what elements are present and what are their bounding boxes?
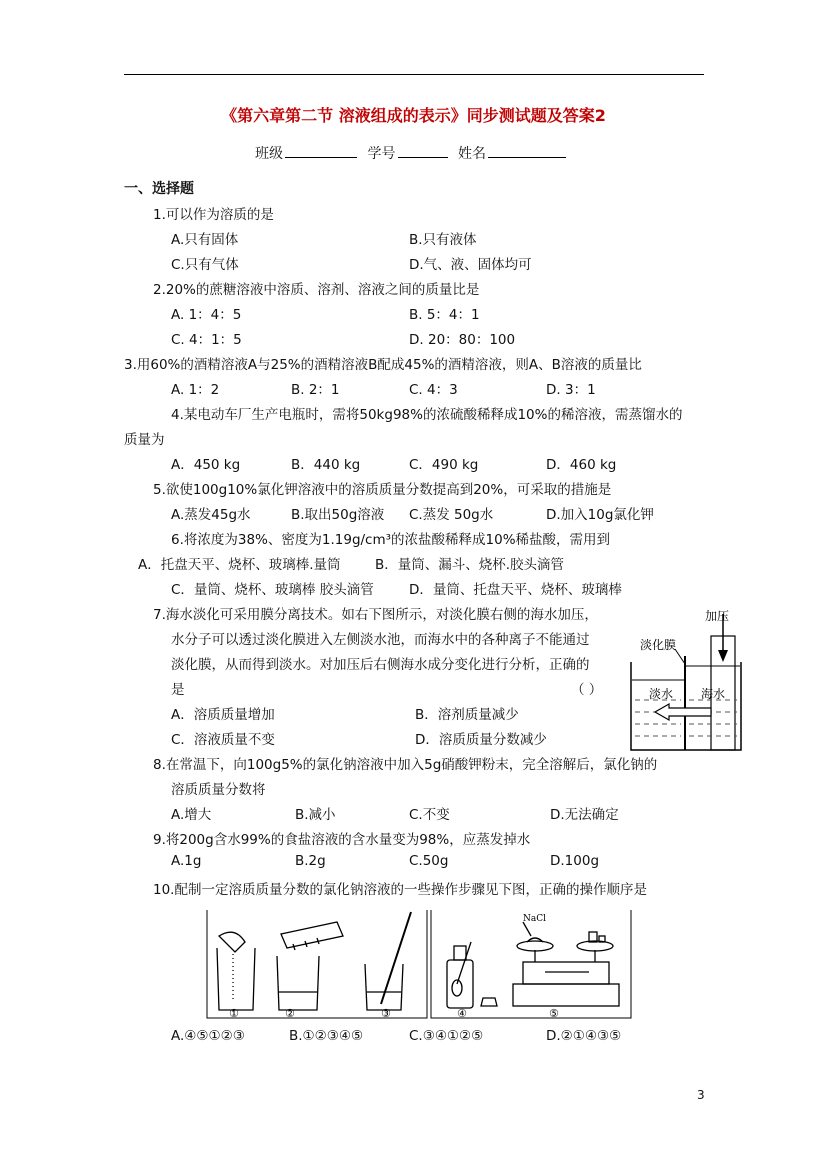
q7-option-d: D．溶质质量分数减少 — [415, 732, 547, 748]
q6-option-c: C．量筒、烧杯、玻璃棒 胶头滴管 — [171, 582, 374, 598]
question-10: 10.配制一定溶质质量分数的氯化钠溶液的一些操作步骤见下图，正确的操作顺序是 — [153, 882, 647, 898]
q6-option-b: B．量筒、漏斗、烧杯.胶头滴管 — [375, 557, 565, 573]
q7-option-b: B．溶剂质量减少 — [415, 707, 519, 723]
q4-option-a: A．450 kg — [171, 457, 241, 473]
q3-option-b: B. 2：1 — [291, 382, 340, 398]
q4-option-d: D．460 kg — [546, 457, 617, 473]
question-3: 3.用60%的酒精溶液A与25%的酒精溶液B配成45%的酒精溶液，则A、B溶液的质量比 — [124, 357, 642, 373]
label-nacl: NaCl — [523, 914, 547, 924]
q8-option-b: B.减小 — [295, 807, 336, 823]
q3-option-a: A. 1：2 — [171, 382, 220, 398]
q5-option-a: A.蒸发45g水 — [171, 507, 251, 523]
label-fresh-water: 淡水 — [649, 687, 674, 701]
question-9: 9.将200g含水99%的食盐溶液的含水量变为98%，应蒸发掉水 — [153, 832, 531, 848]
label-sea-water: 海水 — [701, 687, 726, 701]
top-rule — [124, 74, 704, 75]
step-label-2: ② — [285, 1007, 295, 1020]
q3-option-d: D. 3：1 — [546, 382, 596, 398]
q4-option-c: C．490 kg — [409, 457, 479, 473]
q5-option-b: B.取出50g溶液 — [291, 507, 385, 523]
label-pressure: 加压 — [705, 609, 730, 623]
q1-option-d: D.气、液、固体均可 — [409, 257, 532, 273]
q9-option-c: C.50g — [409, 853, 449, 869]
q1-option-c: C.只有气体 — [171, 257, 239, 273]
q10-option-d: D.②①④③⑤ — [546, 1028, 622, 1044]
question-5: 5.欲使100g10%氯化钾溶液中的溶质质量分数提高到20%，可采取的措施是 — [153, 482, 612, 498]
q9-option-d: D.100g — [550, 853, 600, 869]
page-number: 3 — [697, 1088, 705, 1102]
q10-option-c: C.③④①②⑤ — [409, 1028, 484, 1044]
q1-option-b: B.只有液体 — [409, 232, 477, 248]
number-label: 学号 — [367, 146, 396, 162]
class-blank — [285, 143, 357, 158]
q8-option-a: A.增大 — [171, 807, 212, 823]
question-7-answer-paren: （ ） — [571, 682, 603, 698]
q2-option-a: A. 1：4：5 — [171, 307, 242, 323]
question-4-cont: 质量为 — [124, 432, 165, 448]
question-8: 8.在常温下，向100g5%的氯化钠溶液中加入5g硝酸钾粉末，完全溶解后，氯化钠的 — [153, 757, 658, 773]
student-info-line — [0, 143, 827, 163]
step-label-5: ⑤ — [549, 1007, 559, 1020]
section-heading: 一、选择题 — [124, 181, 194, 197]
question-7-line-1: 7.海水淡化可采用膜分离技术。如右下图所示，对淡化膜右侧的海水加压， — [153, 607, 598, 623]
desalination-figure — [625, 604, 750, 756]
question-6: 6.将浓度为38%、密度为1.19g/cm³的浓盐酸稀释成10%稀盐酸，需用到 — [171, 532, 611, 548]
q6-option-d: D．量筒、托盘天平、烧杯、玻璃棒 — [409, 582, 622, 598]
q4-option-b: B．440 kg — [291, 457, 361, 473]
step-label-3: ③ — [381, 1007, 391, 1020]
q2-option-c: C. 4：1：5 — [171, 332, 242, 348]
q10-option-a: A.④⑤①②③ — [171, 1028, 245, 1044]
q9-option-b: B.2g — [295, 853, 326, 869]
q2-option-d: D. 20：80：100 — [409, 332, 516, 348]
q1-option-a: A.只有固体 — [171, 232, 239, 248]
q10-option-b: B.①②③④⑤ — [289, 1028, 364, 1044]
q5-option-c: C.蒸发 50g水 — [409, 507, 494, 523]
question-4: 4.某电动车厂生产电瓶时，需将50kg98%的浓硫酸稀释成10%的稀溶液，需蒸馏水的 — [171, 407, 683, 423]
class-label: 班级 — [255, 146, 284, 162]
q5-option-d: D.加入10g氯化钾 — [546, 507, 654, 523]
q9-option-a: A.1g — [171, 853, 202, 869]
q8-option-d: D.无法确定 — [550, 807, 619, 823]
q3-option-c: C. 4：3 — [409, 382, 458, 398]
page-title: 《第六章第二节 溶液组成的表示》同步测试题及答案2 — [221, 106, 606, 125]
label-membrane: 淡化膜 — [640, 638, 677, 652]
question-2: 2.20%的蔗糖溶液中溶质、溶剂、溶液之间的质量比是 — [153, 282, 480, 298]
question-7-line-3: 淡化膜，从而得到淡水。对加压后右侧海水成分变化进行分析，正确的 — [171, 657, 590, 673]
question-7-line-2: 水分子可以透过淡化膜进入左侧淡水池，而海水中的各种离子不能通过 — [171, 632, 590, 648]
step-label-1: ① — [229, 1007, 239, 1020]
q8-option-c: C.不变 — [409, 807, 450, 823]
question-8-cont: 溶质质量分数将 — [171, 782, 266, 798]
q7-option-a: A．溶质质量增加 — [171, 707, 275, 723]
preparation-steps-figure — [205, 906, 635, 1024]
step-label-4: ④ — [457, 1007, 467, 1020]
question-1: 1.可以作为溶质的是 — [153, 207, 274, 223]
name-label: 姓名 — [457, 146, 486, 162]
number-blank — [398, 143, 448, 158]
name-blank — [488, 143, 566, 158]
question-7-line-4: 是 — [171, 682, 185, 698]
q7-option-c: C．溶液质量不变 — [171, 732, 275, 748]
q2-option-b: B. 5：4：1 — [409, 307, 480, 323]
q6-option-a: A．托盘天平、烧杯、玻璃棒.量筒 — [138, 557, 341, 573]
